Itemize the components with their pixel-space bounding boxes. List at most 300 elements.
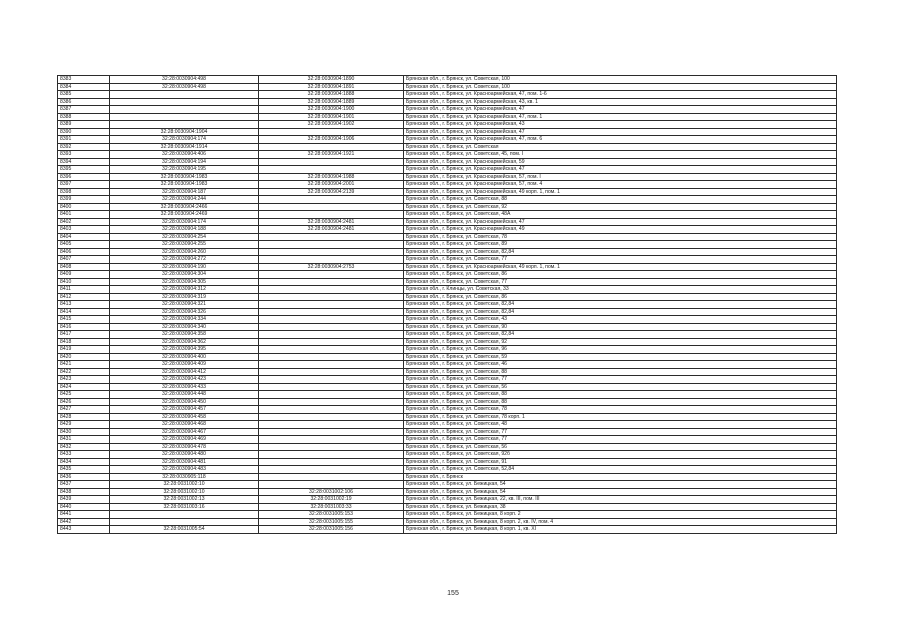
row-number-cell: 8388 — [58, 113, 110, 121]
object-cadastral-number-cell: 32:28:0031005:155 — [259, 518, 404, 526]
address-cell: Брянская обл., г. Брянск, ул. Советская, 90 — [404, 323, 837, 331]
table-row — [58, 203, 837, 211]
table-row — [58, 181, 837, 189]
table-row — [58, 458, 837, 466]
object-cadastral-number-cell: 32:28:0030904:1889 — [259, 98, 404, 106]
parcel-cadastral-number-cell: 32:28:0030904:1983 — [110, 173, 259, 181]
parcel-cadastral-number-cell: 32:28:0030904:412 — [110, 368, 259, 376]
object-cadastral-number-cell — [259, 241, 404, 249]
row-number-cell: 8414 — [58, 308, 110, 316]
object-cadastral-number-cell — [259, 421, 404, 429]
address-cell: Брянская обл., г. Брянск, ул. Бежицкая, 54 — [404, 488, 837, 496]
address-cell: Брянская обл., г. Брянск, ул. Советская, 82,84 — [404, 301, 837, 309]
object-cadastral-number-cell — [259, 278, 404, 286]
object-cadastral-number-cell — [259, 383, 404, 391]
address-cell: Брянская обл., г. Брянск, ул. Советская, 89 — [404, 241, 837, 249]
row-number-cell: 8419 — [58, 346, 110, 354]
object-cadastral-number-cell — [259, 143, 404, 151]
object-cadastral-number-cell: 32:28:0031002:106 — [259, 488, 404, 496]
table-row — [58, 398, 837, 406]
address-cell: Брянская обл., г. Брянск, ул. Красноармейская, 59 — [404, 158, 837, 166]
row-number-cell: 8416 — [58, 323, 110, 331]
row-number-cell: 8410 — [58, 278, 110, 286]
row-number-cell: 8409 — [58, 271, 110, 279]
address-cell: Брянская обл., г. Брянск, ул. Советская, 43 — [404, 316, 837, 324]
row-number-cell: 8425 — [58, 391, 110, 399]
table-row — [58, 346, 837, 354]
address-cell: Брянская обл., г. Брянск, ул. Красноармейская, 47 — [404, 218, 837, 226]
row-number-cell: 8435 — [58, 466, 110, 474]
object-cadastral-number-cell: 32:28:0030904:1888 — [259, 91, 404, 99]
row-number-cell: 8432 — [58, 443, 110, 451]
address-cell: Брянская обл., г. Брянск, ул. Советская, 59 — [404, 353, 837, 361]
object-cadastral-number-cell — [259, 361, 404, 369]
cadastral-registry-table — [57, 75, 837, 534]
object-cadastral-number-cell — [259, 481, 404, 489]
row-number-cell: 8391 — [58, 136, 110, 144]
row-number-cell: 8385 — [58, 91, 110, 99]
object-cadastral-number-cell — [259, 286, 404, 294]
parcel-cadastral-number-cell: 32:28:0030904:498 — [110, 76, 259, 84]
address-cell: Брянская обл., г. Брянск, ул. Красноармейская, 47 — [404, 106, 837, 114]
row-number-cell: 8441 — [58, 511, 110, 519]
parcel-cadastral-number-cell: 32:28:0030904:174 — [110, 136, 259, 144]
object-cadastral-number-cell — [259, 301, 404, 309]
address-cell: Брянская обл., г. Брянск, ул. Советская, 77 — [404, 428, 837, 436]
object-cadastral-number-cell: 32:28:0030904:2481 — [259, 218, 404, 226]
row-number-cell: 8430 — [58, 428, 110, 436]
table-row — [58, 211, 837, 219]
parcel-cadastral-number-cell: 32:28:0030904:498 — [110, 83, 259, 91]
table-row — [58, 263, 837, 271]
row-number-cell: 8397 — [58, 181, 110, 189]
row-number-cell: 8392 — [58, 143, 110, 151]
parcel-cadastral-number-cell: 32:28:0030905:118 — [110, 473, 259, 481]
parcel-cadastral-number-cell: 32:28:0031002:13 — [110, 496, 259, 504]
page-number: 155 — [447, 590, 459, 597]
table-row — [58, 301, 837, 309]
parcel-cadastral-number-cell: 32:28:0030904:187 — [110, 188, 259, 196]
parcel-cadastral-number-cell: 32:28:0030904:400 — [110, 353, 259, 361]
table-row — [58, 481, 837, 489]
parcel-cadastral-number-cell: 32:28:0030904:260 — [110, 248, 259, 256]
address-cell: Брянская обл., г. Брянск, ул. Советская, 77 — [404, 278, 837, 286]
object-cadastral-number-cell — [259, 391, 404, 399]
row-number-cell: 8440 — [58, 503, 110, 511]
table-row — [58, 488, 837, 496]
row-number-cell: 8394 — [58, 158, 110, 166]
table-row — [58, 443, 837, 451]
parcel-cadastral-number-cell: 32:28:0030904:194 — [110, 158, 259, 166]
address-cell: Брянская обл., г. Брянск, ул. Советская, 82,84 — [404, 308, 837, 316]
parcel-cadastral-number-cell: 32:28:0030904:305 — [110, 278, 259, 286]
object-cadastral-number-cell — [259, 128, 404, 136]
row-number-cell: 8395 — [58, 166, 110, 174]
table-row — [58, 151, 837, 159]
object-cadastral-number-cell — [259, 451, 404, 459]
object-cadastral-number-cell — [259, 443, 404, 451]
row-number-cell: 8443 — [58, 526, 110, 534]
parcel-cadastral-number-cell: 32:28:0030904:480 — [110, 451, 259, 459]
table-row — [58, 368, 837, 376]
address-cell: Брянская обл., г. Брянск, ул. Советская — [404, 143, 837, 151]
address-cell: Брянская обл., г. Брянск, ул. Красноармейская, 49 корп. 1, пом. 1 — [404, 188, 837, 196]
parcel-cadastral-number-cell: 32:28:0030904:1904 — [110, 128, 259, 136]
row-number-cell: 8415 — [58, 316, 110, 324]
table-row — [58, 511, 837, 519]
parcel-cadastral-number-cell: 32:28:0030904:478 — [110, 443, 259, 451]
table-row — [58, 248, 837, 256]
parcel-cadastral-number-cell: 32:28:0030904:2469 — [110, 211, 259, 219]
table-row — [58, 308, 837, 316]
parcel-cadastral-number-cell: 32:28:0030904:174 — [110, 218, 259, 226]
parcel-cadastral-number-cell — [110, 98, 259, 106]
address-cell: Брянская обл., г. Брянск, ул. Бежицкая, 8 корп. 1, кв. XI — [404, 526, 837, 534]
table-row — [58, 473, 837, 481]
address-cell: Брянская обл., г. Брянск, ул. Советская, 46 — [404, 361, 837, 369]
address-cell: Брянская обл., г. Брянск, ул. Бежицкая, 22, кв. III, пом. III — [404, 496, 837, 504]
parcel-cadastral-number-cell: 32:28:0030904:362 — [110, 338, 259, 346]
table-row — [58, 188, 837, 196]
row-number-cell: 8399 — [58, 196, 110, 204]
parcel-cadastral-number-cell: 32:28:0030904:481 — [110, 458, 259, 466]
parcel-cadastral-number-cell: 32:28:0030904:1914 — [110, 143, 259, 151]
row-number-cell: 8426 — [58, 398, 110, 406]
address-cell: Брянская обл., г. Брянск, ул. Советская, 77 — [404, 256, 837, 264]
table-row — [58, 421, 837, 429]
table-row — [58, 391, 837, 399]
parcel-cadastral-number-cell: 32:28:0031003:16 — [110, 503, 259, 511]
address-cell: Брянская обл., г. Брянск, ул. Советская, 92 — [404, 203, 837, 211]
object-cadastral-number-cell — [259, 436, 404, 444]
object-cadastral-number-cell — [259, 158, 404, 166]
table-row — [58, 496, 837, 504]
table-row — [58, 106, 837, 114]
address-cell: Брянская обл., г. Брянск, ул. Советская, 86 — [404, 293, 837, 301]
object-cadastral-number-cell — [259, 293, 404, 301]
row-number-cell: 8434 — [58, 458, 110, 466]
table-row — [58, 113, 837, 121]
address-cell: Брянская обл., г. Брянск — [404, 473, 837, 481]
parcel-cadastral-number-cell: 32:28:0030904:395 — [110, 346, 259, 354]
parcel-cadastral-number-cell: 32:28:0030904:433 — [110, 383, 259, 391]
object-cadastral-number-cell: 32:28:0030904:1890 — [259, 76, 404, 84]
address-cell: Брянская обл., г. Брянск, ул. Советская, 52,84 — [404, 466, 837, 474]
address-cell: Брянская обл., г. Брянск, ул. Советская, 82,84 — [404, 331, 837, 339]
parcel-cadastral-number-cell: 32:28:0030904:272 — [110, 256, 259, 264]
parcel-cadastral-number-cell: 32:28:0030904:244 — [110, 196, 259, 204]
row-number-cell: 8386 — [58, 98, 110, 106]
object-cadastral-number-cell — [259, 271, 404, 279]
object-cadastral-number-cell: 32:28:0030904:1900 — [259, 106, 404, 114]
parcel-cadastral-number-cell: 32:28:0030904:340 — [110, 323, 259, 331]
address-cell: Брянская обл., г. Брянск, ул. Советская, 88 — [404, 196, 837, 204]
parcel-cadastral-number-cell: 32:28:0030904:450 — [110, 398, 259, 406]
object-cadastral-number-cell — [259, 203, 404, 211]
object-cadastral-number-cell — [259, 376, 404, 384]
parcel-cadastral-number-cell: 32:28:0030904:2466 — [110, 203, 259, 211]
parcel-cadastral-number-cell — [110, 113, 259, 121]
row-number-cell: 8398 — [58, 188, 110, 196]
row-number-cell: 8429 — [58, 421, 110, 429]
parcel-cadastral-number-cell: 32:28:0031002:10 — [110, 481, 259, 489]
parcel-cadastral-number-cell: 32:28:0030904:469 — [110, 436, 259, 444]
object-cadastral-number-cell: 32:28:0031002:19 — [259, 496, 404, 504]
parcel-cadastral-number-cell: 32:28:0031005:54 — [110, 526, 259, 534]
address-cell: Брянская обл., г. Брянск, ул. Советская, 92 — [404, 338, 837, 346]
parcel-cadastral-number-cell: 32:28:0030904:467 — [110, 428, 259, 436]
row-number-cell: 8404 — [58, 233, 110, 241]
address-cell: Брянская обл., г. Брянск, ул. Советская, 86 — [404, 271, 837, 279]
row-number-cell: 8400 — [58, 203, 110, 211]
parcel-cadastral-number-cell — [110, 121, 259, 129]
address-cell: Брянская обл., г. Брянск, ул. Красноармейская, 47, пом. 6 — [404, 136, 837, 144]
object-cadastral-number-cell — [259, 473, 404, 481]
parcel-cadastral-number-cell: 32:28:0031002:10 — [110, 488, 259, 496]
address-cell: Брянская обл., г. Брянск, ул. Советская, 88 — [404, 391, 837, 399]
parcel-cadastral-number-cell — [110, 518, 259, 526]
parcel-cadastral-number-cell: 32:28:0030904:188 — [110, 226, 259, 234]
row-number-cell: 8417 — [58, 331, 110, 339]
parcel-cadastral-number-cell — [110, 91, 259, 99]
address-cell: Брянская обл., г. Брянск, ул. Бежицкая, 38 — [404, 503, 837, 511]
row-number-cell: 8424 — [58, 383, 110, 391]
address-cell: Брянская обл., г. Брянск, ул. Советская, 48А — [404, 211, 837, 219]
table-row — [58, 158, 837, 166]
address-cell: Брянская обл., г. Брянск, ул. Красноармейская, 49 корп. 1, пом. 1 — [404, 263, 837, 271]
parcel-cadastral-number-cell: 32:28:0030904:304 — [110, 271, 259, 279]
table-row — [58, 83, 837, 91]
parcel-cadastral-number-cell: 32:28:0030904:406 — [110, 151, 259, 159]
table-row — [58, 526, 837, 534]
address-cell: Брянская обл., г. Брянск, ул. Советская, 91 — [404, 458, 837, 466]
row-number-cell: 8393 — [58, 151, 110, 159]
address-cell: Брянская обл., г. Брянск, ул. Красноармейская, 43 — [404, 121, 837, 129]
object-cadastral-number-cell: 32:28:0030904:1906 — [259, 136, 404, 144]
table-row — [58, 226, 837, 234]
row-number-cell: 8402 — [58, 218, 110, 226]
address-cell: Брянская обл., г. Брянск, ул. Красноармейская, 57, пом. I — [404, 173, 837, 181]
parcel-cadastral-number-cell: 32:28:0030904:423 — [110, 376, 259, 384]
row-number-cell: 8436 — [58, 473, 110, 481]
row-number-cell: 8389 — [58, 121, 110, 129]
object-cadastral-number-cell — [259, 308, 404, 316]
address-cell: Брянская обл., г. Брянск, ул. Советская, 56 — [404, 383, 837, 391]
table-row — [58, 91, 837, 99]
table-row — [58, 466, 837, 474]
object-cadastral-number-cell — [259, 398, 404, 406]
address-cell: Брянская обл., г. Брянск, ул. Советская, 77 — [404, 376, 837, 384]
row-number-cell: 8390 — [58, 128, 110, 136]
table-row — [58, 143, 837, 151]
address-cell: Брянская обл., г. Брянск, ул. Советская, 77 — [404, 436, 837, 444]
row-number-cell: 8437 — [58, 481, 110, 489]
row-number-cell: 8384 — [58, 83, 110, 91]
address-cell: Брянская обл., г. Брянск, ул. Красноармейская, 43, кв. 1 — [404, 98, 837, 106]
object-cadastral-number-cell — [259, 428, 404, 436]
row-number-cell: 8383 — [58, 76, 110, 84]
object-cadastral-number-cell: 32:28:0030904:2753 — [259, 263, 404, 271]
object-cadastral-number-cell — [259, 458, 404, 466]
address-cell: Брянская обл., г. Брянск, ул. Советская, 100 — [404, 83, 837, 91]
object-cadastral-number-cell — [259, 323, 404, 331]
object-cadastral-number-cell — [259, 211, 404, 219]
table-row — [58, 383, 837, 391]
parcel-cadastral-number-cell: 32:28:0030904:334 — [110, 316, 259, 324]
row-number-cell: 8396 — [58, 173, 110, 181]
address-cell: Брянская обл., г. Брянск, ул. Бежицкая, 54 — [404, 481, 837, 489]
object-cadastral-number-cell: 32:28:0030904:1902 — [259, 121, 404, 129]
address-cell: Брянская обл., г. Брянск, ул. Советская, 88 — [404, 368, 837, 376]
table-row — [58, 436, 837, 444]
parcel-cadastral-number-cell: 32:28:0030904:190 — [110, 263, 259, 271]
row-number-cell: 8428 — [58, 413, 110, 421]
row-number-cell: 8418 — [58, 338, 110, 346]
object-cadastral-number-cell: 32:28:0030904:2001 — [259, 181, 404, 189]
table-row — [58, 518, 837, 526]
row-number-cell: 8407 — [58, 256, 110, 264]
address-cell: Брянская обл., г. Брянск, ул. Советская, 82,84 — [404, 248, 837, 256]
object-cadastral-number-cell: 32:28:0030904:2139 — [259, 188, 404, 196]
address-cell: Брянская обл., г. Брянск, ул. Советская, 45, пом. I — [404, 151, 837, 159]
row-number-cell: 8405 — [58, 241, 110, 249]
row-number-cell: 8411 — [58, 286, 110, 294]
row-number-cell: 8423 — [58, 376, 110, 384]
parcel-cadastral-number-cell: 32:28:0030904:254 — [110, 233, 259, 241]
row-number-cell: 8427 — [58, 406, 110, 414]
table-row — [58, 361, 837, 369]
object-cadastral-number-cell: 32:28:0030904:1901 — [259, 113, 404, 121]
parcel-cadastral-number-cell: 32:28:0030904:457 — [110, 406, 259, 414]
address-cell: Брянская обл., г. Брянск, ул. Красноармейская, 49 — [404, 226, 837, 234]
registry-table-body — [58, 76, 837, 534]
table-row — [58, 286, 837, 294]
address-cell: Брянская обл., г. Брянск, ул. Советская, 96 — [404, 346, 837, 354]
table-row — [58, 293, 837, 301]
object-cadastral-number-cell — [259, 196, 404, 204]
address-cell: Брянская обл., г. Брянск, ул. Красноармейская, 57, пом. 4 — [404, 181, 837, 189]
parcel-cadastral-number-cell: 32:28:0030904:409 — [110, 361, 259, 369]
row-number-cell: 8431 — [58, 436, 110, 444]
parcel-cadastral-number-cell: 32:28:0030904:1983 — [110, 181, 259, 189]
row-number-cell: 8421 — [58, 361, 110, 369]
table-row — [58, 173, 837, 181]
table-row — [58, 121, 837, 129]
parcel-cadastral-number-cell: 32:28:0030904:468 — [110, 421, 259, 429]
object-cadastral-number-cell — [259, 368, 404, 376]
parcel-cadastral-number-cell: 32:28:0030904:326 — [110, 308, 259, 316]
object-cadastral-number-cell — [259, 316, 404, 324]
object-cadastral-number-cell: 32:28:0030904:1891 — [259, 83, 404, 91]
address-cell: Брянская обл., г. Брянск, ул. Советская, 78 — [404, 406, 837, 414]
table-row — [58, 413, 837, 421]
row-number-cell: 8387 — [58, 106, 110, 114]
object-cadastral-number-cell — [259, 233, 404, 241]
table-row — [58, 376, 837, 384]
row-number-cell: 8403 — [58, 226, 110, 234]
table-row — [58, 278, 837, 286]
object-cadastral-number-cell — [259, 406, 404, 414]
address-cell: Брянская обл., г. Брянск, ул. Бежицкая, 8 корп. 2 — [404, 511, 837, 519]
address-cell: Брянская обл., г. Брянск, ул. Советская, 48 — [404, 421, 837, 429]
table-row — [58, 451, 837, 459]
object-cadastral-number-cell — [259, 466, 404, 474]
table-row — [58, 98, 837, 106]
row-number-cell: 8406 — [58, 248, 110, 256]
object-cadastral-number-cell: 32:28:0030904:1921 — [259, 151, 404, 159]
row-number-cell: 8439 — [58, 496, 110, 504]
table-row — [58, 241, 837, 249]
object-cadastral-number-cell: 32:28:0030904:1988 — [259, 173, 404, 181]
row-number-cell: 8422 — [58, 368, 110, 376]
object-cadastral-number-cell — [259, 331, 404, 339]
row-number-cell: 8412 — [58, 293, 110, 301]
object-cadastral-number-cell — [259, 413, 404, 421]
table-row — [58, 338, 837, 346]
table-row — [58, 323, 837, 331]
table-row — [58, 218, 837, 226]
parcel-cadastral-number-cell: 32:28:0030904:458 — [110, 413, 259, 421]
table-row — [58, 233, 837, 241]
object-cadastral-number-cell — [259, 256, 404, 264]
address-cell: Брянская обл., г. Брянск, ул. Советская, 56 — [404, 443, 837, 451]
address-cell: Брянская обл., г. Клинцы, ул. Советская, 33 — [404, 286, 837, 294]
row-number-cell: 8420 — [58, 353, 110, 361]
row-number-cell: 8433 — [58, 451, 110, 459]
row-number-cell: 8401 — [58, 211, 110, 219]
address-cell: Брянская обл., г. Брянск, ул. Советская, 78 — [404, 233, 837, 241]
table-row — [58, 196, 837, 204]
object-cadastral-number-cell — [259, 338, 404, 346]
parcel-cadastral-number-cell: 32:28:0030904:483 — [110, 466, 259, 474]
address-cell: Брянская обл., г. Брянск, ул. Красноармейская, 47, пом. 1 — [404, 113, 837, 121]
parcel-cadastral-number-cell: 32:28:0030904:319 — [110, 293, 259, 301]
address-cell: Брянская обл., г. Брянск, ул. Советская, 88 — [404, 398, 837, 406]
parcel-cadastral-number-cell: 32:28:0030904:255 — [110, 241, 259, 249]
table-row — [58, 271, 837, 279]
address-cell: Брянская обл., г. Брянск, ул. Советская, 78 корп. 1 — [404, 413, 837, 421]
row-number-cell: 8438 — [58, 488, 110, 496]
table-row — [58, 316, 837, 324]
parcel-cadastral-number-cell: 32:28:0030904:312 — [110, 286, 259, 294]
parcel-cadastral-number-cell: 32:28:0030904:321 — [110, 301, 259, 309]
address-cell: Брянская обл., г. Брянск, ул. Советская, 92б — [404, 451, 837, 459]
object-cadastral-number-cell: 32:28:0031005:156 — [259, 526, 404, 534]
object-cadastral-number-cell: 32:28:0031003:33 — [259, 503, 404, 511]
table-row — [58, 166, 837, 174]
row-number-cell: 8413 — [58, 301, 110, 309]
object-cadastral-number-cell: 32:28:0031005:153 — [259, 511, 404, 519]
object-cadastral-number-cell — [259, 346, 404, 354]
table-row — [58, 428, 837, 436]
address-cell: Брянская обл., г. Брянск, ул. Красноармейская, 47, пом. 1-6 — [404, 91, 837, 99]
row-number-cell: 8408 — [58, 263, 110, 271]
parcel-cadastral-number-cell — [110, 106, 259, 114]
table-row — [58, 353, 837, 361]
parcel-cadastral-number-cell: 32:28:0030904:448 — [110, 391, 259, 399]
address-cell: Брянская обл., г. Брянск, ул. Красноармейская, 47 — [404, 166, 837, 174]
object-cadastral-number-cell — [259, 166, 404, 174]
table-row — [58, 76, 837, 84]
table-row — [58, 331, 837, 339]
parcel-cadastral-number-cell — [110, 511, 259, 519]
table-row — [58, 256, 837, 264]
object-cadastral-number-cell — [259, 248, 404, 256]
object-cadastral-number-cell: 32:28:0030904:2481 — [259, 226, 404, 234]
table-row — [58, 503, 837, 511]
table-row — [58, 136, 837, 144]
address-cell: Брянская обл., г. Брянск, ул. Советская, 100 — [404, 76, 837, 84]
